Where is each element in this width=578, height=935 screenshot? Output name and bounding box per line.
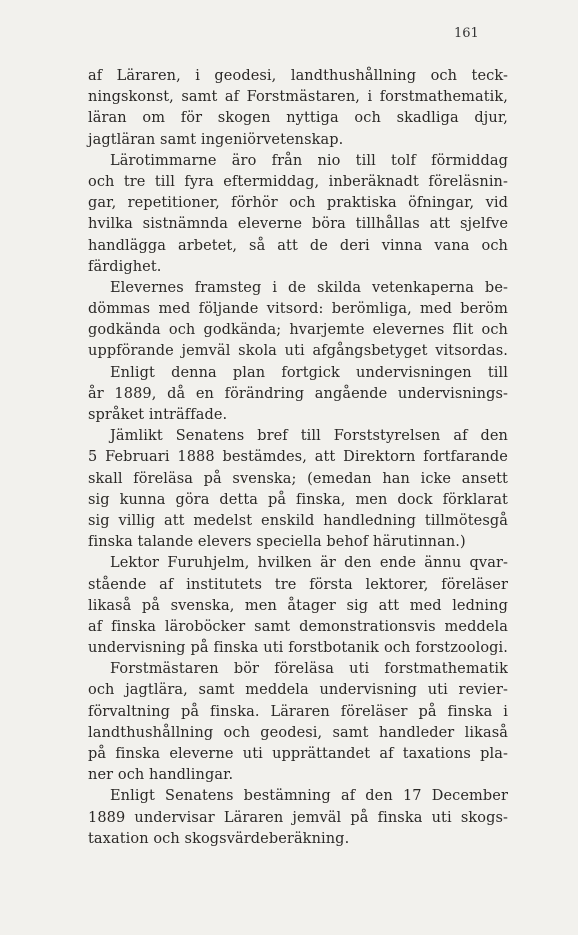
text-line: år 1889, då en förändring angående undervisnings-	[88, 385, 508, 402]
text-line: godkända och godkända; hvarjemte elevernes flit och	[88, 322, 508, 339]
text-line: sig kunna göra detta på finska, men dock förklarat	[88, 491, 508, 508]
text-line: finska talande elevers speciella behof härutinnan.)	[88, 534, 466, 551]
text-line: på finska eleverne uti upprättandet af taxations pla-	[88, 746, 508, 762]
text-line: språket inträffade.	[88, 407, 228, 423]
text-line: Elevernes framsteg i de skilda vetenkaperna be-	[110, 279, 508, 296]
page-number: 161	[454, 26, 479, 41]
text-line: 1889 undervisar Läraren jemväl på finska uti skogs-	[88, 809, 508, 826]
text-line: dömmas med följande vitsord: berömliga, med beröm	[88, 301, 508, 318]
text-line: Lektor Furuhjelm, hvilken är den ende ännu qvar-	[110, 555, 508, 572]
text-line: gar, repetitioner, förhör och praktiska öfningar, vid	[88, 195, 508, 212]
text-line: taxation och skogsvärdeberäkning.	[88, 830, 350, 847]
text-line: skall föreläsa på svenska; (emedan han icke ansett	[88, 470, 508, 487]
text-line: 5 Februari 1888 bestämdes, att Direktorn fortfarande	[88, 449, 508, 466]
text-line: handlägga arbetet, så att de deri vinna vana och	[88, 237, 508, 254]
text-line: undervisning på finska uti forstbotanik och forstzoologi.	[88, 640, 508, 657]
text-line: landthushållning och geodesi, samt handleder likaså	[88, 724, 508, 741]
text-line: ner och handlingar.	[88, 767, 234, 784]
text-line: af finska läroböcker samt demonstrationsvis meddela	[88, 618, 508, 635]
text-line: ningskonst, samt af Forstmästaren, i forstmathematik,	[88, 89, 508, 106]
text-line: läran om för skogen nyttiga och skadliga djur,	[88, 110, 508, 127]
text-line: förvaltning på finska. Läraren föreläser på finska i	[88, 703, 508, 720]
text-line: Enligt Senatens bestämning af den 17 December	[110, 788, 508, 805]
text-line: Jämlikt Senatens bref till Forststyrelsen af den	[110, 428, 508, 445]
body-text	[88, 66, 508, 850]
text-line: hvilka sistnämnda eleverne böra tillhållas att sjelfve	[88, 216, 508, 233]
text-line: sig villig att medelst enskild handledning tillmötesgå	[88, 512, 508, 529]
text-line: stående af institutets tre första lektorer, föreläser	[88, 576, 508, 593]
text-line: och jagtlära, samt meddela undervisning uti revier-	[88, 682, 508, 699]
text-line: och tre till fyra eftermiddag, inberäknadt föreläsnin-	[88, 173, 508, 190]
text-line: Forstmästaren bör föreläsa uti forstmathematik	[110, 661, 508, 678]
text-line: af Läraren, i geodesi, landthushållning och teck-	[88, 68, 508, 84]
text-line: jagtläran samt ingeniörvetenskap.	[88, 131, 344, 148]
text-line: uppförande jemväl skola uti afgångsbetyget vitsordas.	[88, 343, 508, 360]
text-line: Enligt denna plan fortgick undervisningen till	[110, 364, 508, 381]
text-line: färdighet.	[88, 258, 162, 275]
text-line: Lärotimmarne äro från nio till tolf förmiddag	[110, 152, 508, 169]
text-line: likaså på svenska, men åtager sig att med ledning	[88, 597, 508, 614]
